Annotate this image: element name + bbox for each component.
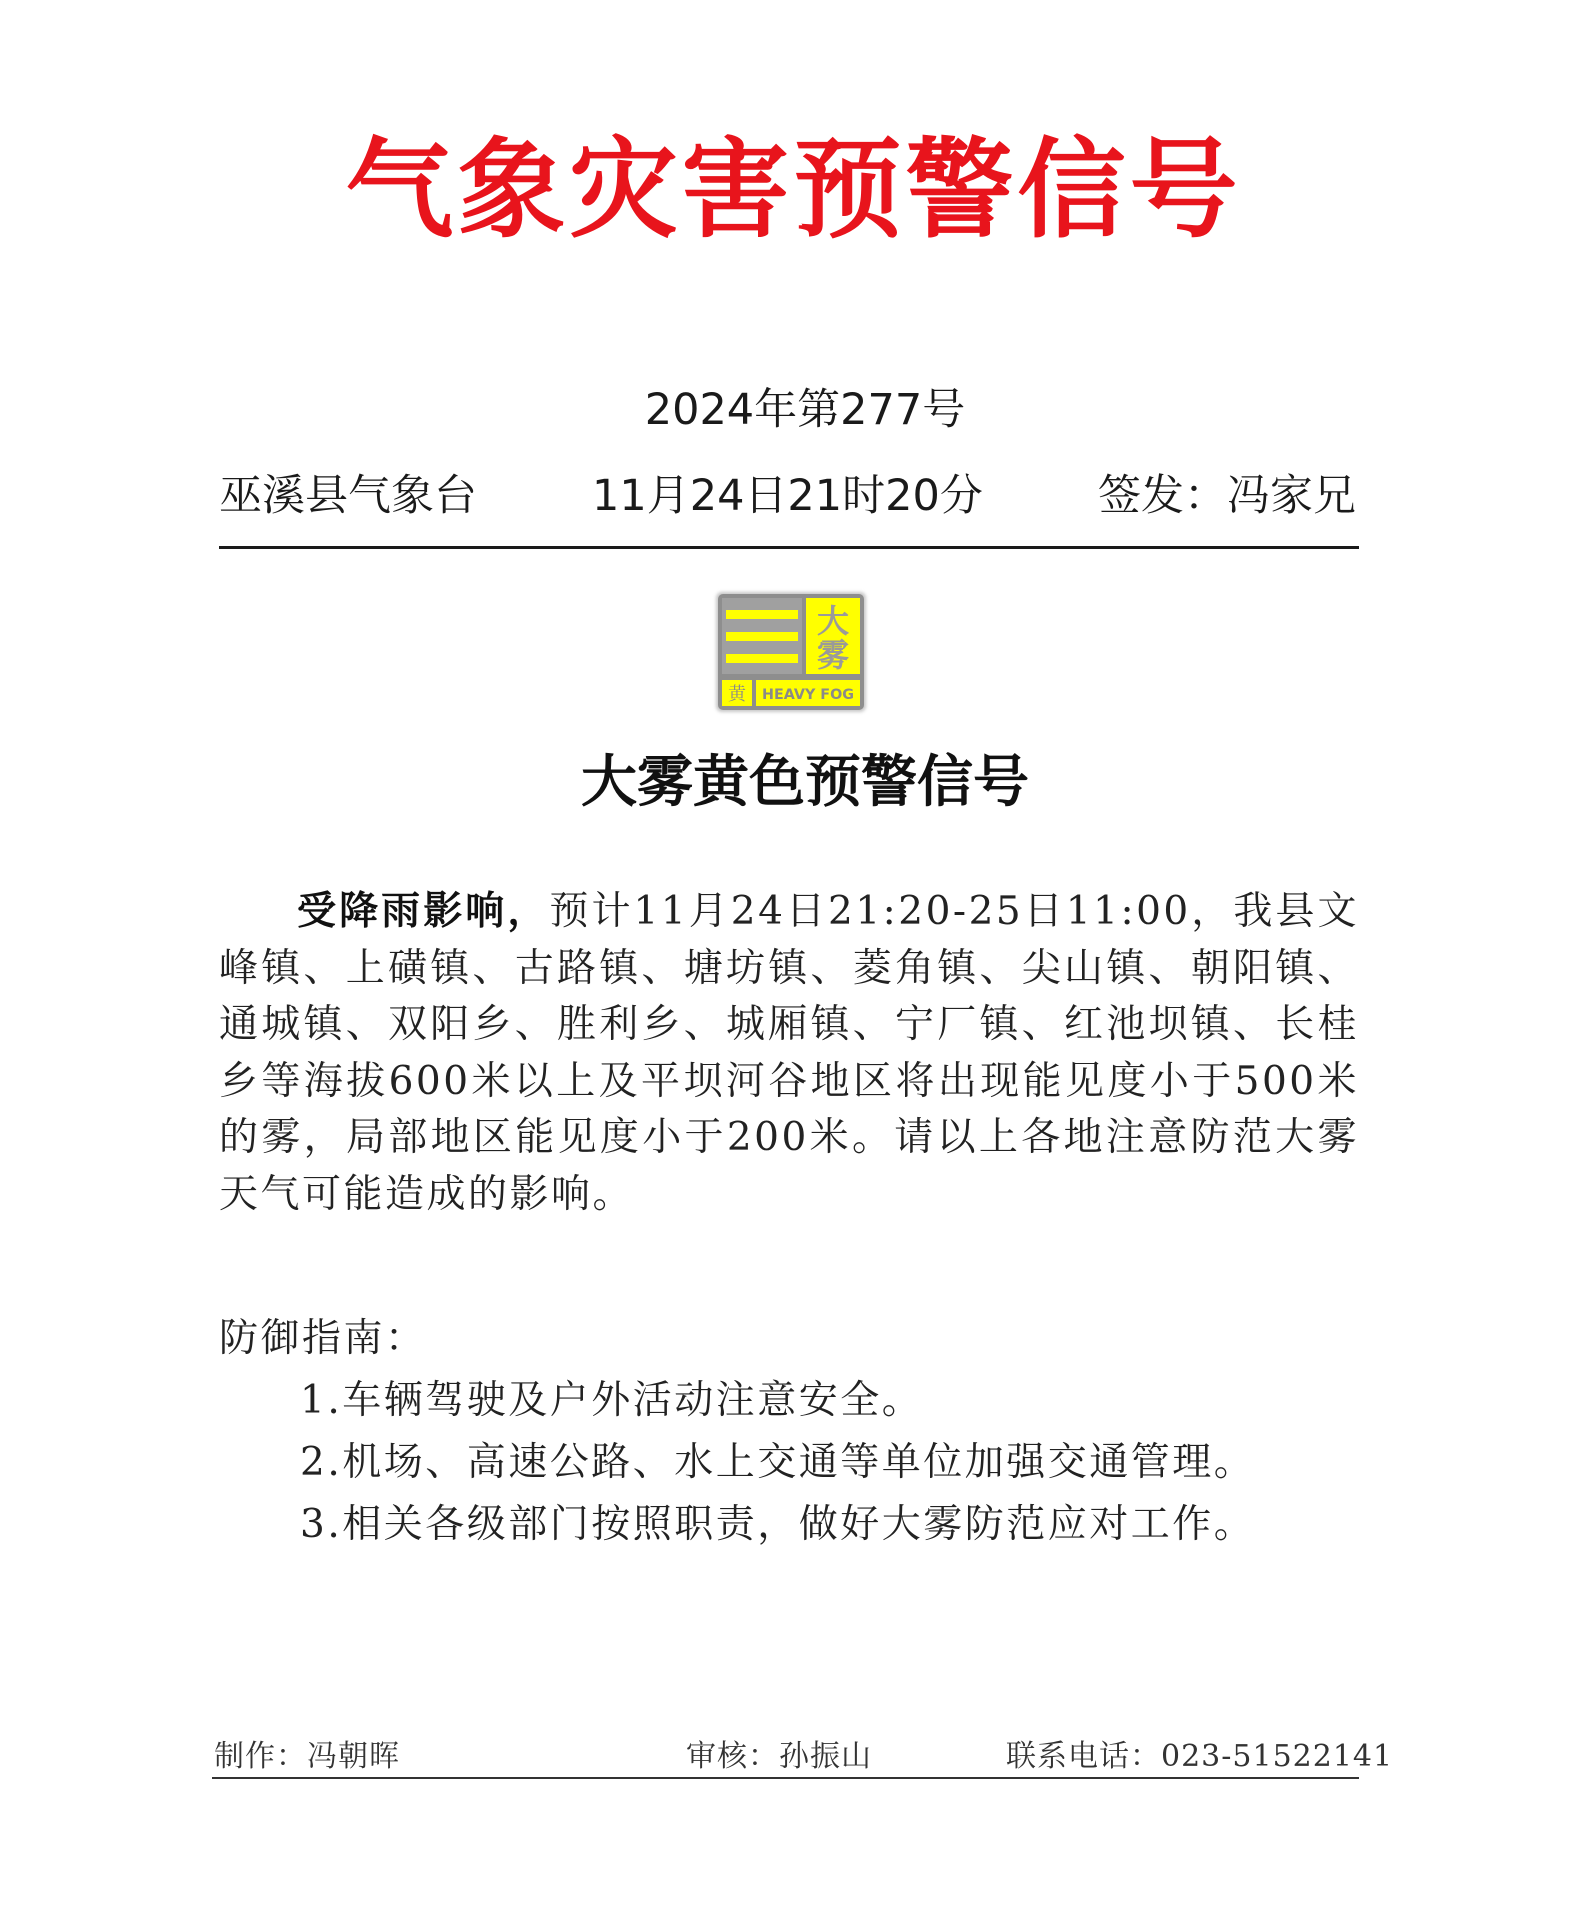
footer-maker: 制作：冯朝晖 — [214, 1739, 400, 1774]
icon-en-label: HEAVY FOG — [762, 687, 854, 703]
body-lead: 受降雨影响， — [297, 888, 550, 934]
footer-divider — [212, 1777, 1359, 1779]
icon-small-label: 黄 — [728, 684, 746, 705]
guide-list — [300, 1370, 1255, 1556]
signer: 签发：冯家兄 — [1098, 471, 1356, 521]
icon-glyph-bottom: 雾 — [816, 636, 850, 674]
footer-contact: 联系电话：023-51522141 — [1006, 1739, 1394, 1774]
footer-reviewer: 审核：孙振山 — [686, 1739, 872, 1774]
guide-item: 2.机场、高速公路、水上交通等单位加强交通管理。 — [300, 1440, 1256, 1485]
issued-time: 11月24日21时20分 — [592, 471, 983, 521]
document-title: 气象灾害预警信号 — [345, 127, 1242, 253]
signal-title: 大雾黄色预警信号 — [581, 749, 1029, 815]
warning-body — [219, 883, 1359, 1223]
icon-glyph-top: 大 — [816, 602, 850, 640]
guide-item: 1.车辆驾驶及户外活动注意安全。 — [300, 1378, 924, 1423]
header-divider — [219, 546, 1359, 549]
heavy-fog-yellow-icon — [712, 588, 870, 716]
guide-heading: 防御指南： — [219, 1316, 427, 1361]
guide-item: 3.相关各级部门按照职责，做好大雾防范应对工作。 — [300, 1502, 1256, 1547]
issuing-agency: 巫溪县气象台 — [219, 471, 477, 521]
issue-number: 2024年第277号 — [644, 385, 966, 435]
body-text: 预计11月24日21:20-25日11:00，我县文峰镇、上磺镇、古路镇、塘坊镇、菱角镇、尖山镇、朝阳镇、通城镇、双阳乡、胜利乡、城厢镇、宁厂镇、红池坝镇、长桂乡等海拔600米以上及平坝河谷地区将出现能见度小于500米的雾，局部地区能见度小于200米。请以上各地注意防范大雾天气可能造成的影响。 — [219, 889, 1359, 1217]
